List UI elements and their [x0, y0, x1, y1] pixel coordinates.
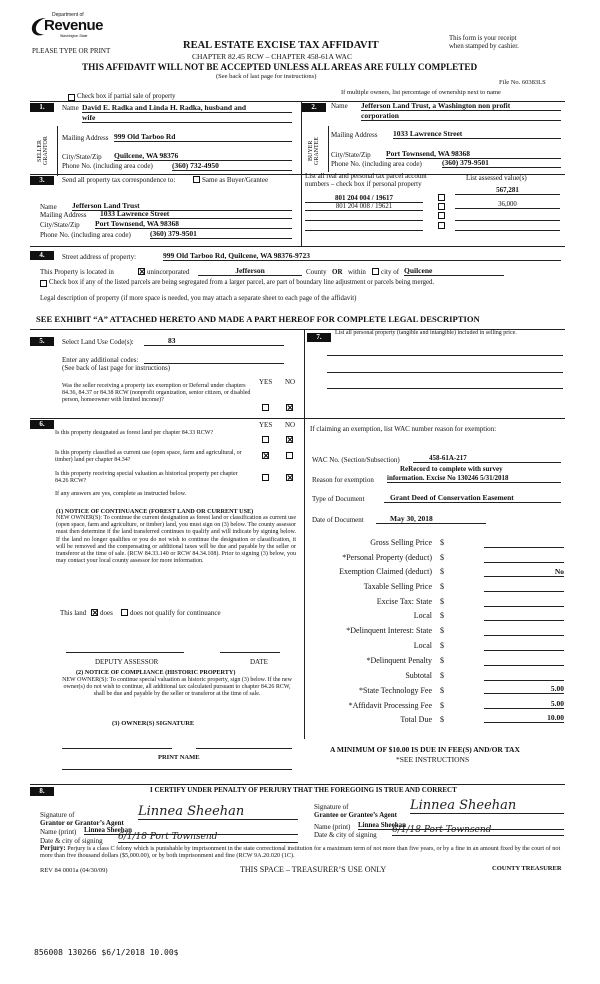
deputy-assessor-line — [66, 652, 184, 653]
same-as-buyer-label: Same as Buyer/Grantee — [202, 176, 269, 184]
perjury-notice — [40, 845, 568, 859]
section5-no-header: NO — [285, 378, 296, 386]
fee-dollar: $ — [440, 567, 444, 576]
personal-property-line — [327, 372, 563, 373]
section-5-tab: 5. — [30, 337, 54, 346]
city-of-label: city of — [381, 268, 400, 276]
land-use-code[interactable]: 83 — [144, 336, 284, 346]
unincorporated-checkbox[interactable] — [138, 268, 145, 275]
section-6-top-border — [30, 418, 304, 419]
perjury-text: Perjury is a class C felony which is punishable by imprisonment in the state correctional institution for a maximum term of not more than five years, or by a fine in an amount fixed by the court of not more than five thousand dollars ($5,000.00), or by both imprisonment and fine (RCW 9A.20.020 (1C). — [40, 845, 561, 860]
parcel-number[interactable]: 801 204 008 / 19621 — [305, 203, 423, 211]
forest-no-checkbox[interactable] — [286, 436, 293, 443]
dor-logo — [30, 12, 104, 44]
segregated-label: Check box if any of the listed parcels are being segregated from a larger parcel, are part of boundary line adjustment or parcels being merged. — [49, 279, 435, 286]
current-use-yes-checkbox[interactable] — [262, 452, 269, 459]
parcel-personal-checkbox[interactable] — [438, 222, 445, 229]
section3-phone[interactable]: (360) 379-9501 — [150, 229, 292, 239]
completion-warning: THIS AFFIDAVIT WILL NOT BE ACCEPTED UNLESS ALL AREAS ARE FULLY COMPLETED — [82, 62, 478, 72]
recording-stamp: 856008 130266 $6/1/2018 10.00$ — [34, 948, 179, 957]
city-name[interactable]: Quilcene — [404, 266, 504, 276]
fee-value[interactable] — [484, 582, 564, 592]
or-label: OR — [332, 268, 343, 276]
buyer-name-label: Name — [331, 102, 348, 110]
county-name[interactable]: Jefferson — [198, 266, 302, 276]
receipt-note-1: This form is your receipt — [449, 35, 517, 42]
parcel-personal-checkbox[interactable] — [438, 194, 445, 201]
document-date[interactable]: May 30, 2018 — [376, 514, 486, 524]
grantee-agent-label: Grantee or Grantee’s Agent — [314, 811, 398, 819]
parcel-personal-checkbox[interactable] — [438, 212, 445, 219]
buyer-city[interactable]: Port Townsend, WA 98368 — [386, 149, 561, 159]
fee-value[interactable] — [484, 641, 564, 651]
section-4-top-border — [30, 246, 565, 247]
this-land-label: This land — [60, 609, 87, 617]
county-label: County — [306, 268, 327, 276]
forest-land-question: Is this property designated as forest land per chapter 84.33 RCW? — [55, 430, 214, 436]
fee-dollar: $ — [440, 611, 444, 620]
seller-name-line1[interactable]: David E. Radka and Linda H. Radka, husband and — [82, 103, 292, 113]
fee-dollar: $ — [440, 671, 444, 680]
section-8-top-border — [30, 784, 565, 785]
assessed-header: List assessed value(s) — [466, 174, 527, 182]
grantor-signature[interactable]: Linnea Sheehan — [138, 804, 298, 820]
seller-address-label: Mailing Address — [62, 134, 109, 142]
owner-signature-label: (3) OWNER(S) SIGNATURE — [112, 720, 195, 727]
historical-yes-checkbox[interactable] — [262, 474, 269, 481]
section-4-tab: 4. — [30, 251, 54, 260]
parcel-header-2: numbers – check box if personal property — [305, 180, 422, 188]
fee-label: *Personal Property (deduct) — [342, 553, 432, 562]
grantee-date-city[interactable]: 6/1/18 Port Townsend — [392, 825, 564, 836]
notice-compliance-text: NEW OWNER(S): To continue special valuation as historic property, sign (3) below. If the new owner(s) do not wish to continue, all additional tax calculated pursuant to chapter 84.26 RCW, shall be due and payable by the seller or transferor at the time of sale. — [62, 677, 292, 698]
fee-label: *Affidavit Processing Fee — [348, 701, 432, 710]
section3-city-label: City/State/Zip — [40, 221, 80, 229]
buyer-phone[interactable]: (360) 379-9501 — [442, 158, 561, 168]
fee-dollar: $ — [440, 656, 444, 665]
historical-no-checkbox[interactable] — [286, 474, 293, 481]
located-label: This Property is located in — [40, 268, 114, 276]
within-label: within — [348, 268, 366, 276]
partial-sale-checkbox[interactable] — [68, 94, 75, 101]
buyer-address-label: Mailing Address — [331, 131, 378, 139]
fee-dollar: $ — [440, 701, 444, 710]
land-use-label: Select Land Use Code(s): — [62, 338, 134, 346]
grantor-name[interactable]: Linnea Sheehan — [84, 826, 298, 835]
section3-city[interactable]: Port Townsend, WA 98368 — [95, 219, 292, 229]
grantee-date-city-label: Date & city of signing — [314, 831, 377, 839]
owner-signature-line-2 — [196, 748, 292, 749]
grantee-name-label: Name (print) — [314, 823, 351, 831]
does-not-label: does not qualify for continuance — [130, 609, 221, 617]
grantee-name[interactable]: Linnea Sheehan — [358, 821, 564, 830]
grantee-signature-label: Signature of — [314, 803, 349, 811]
does-label: does — [100, 609, 113, 617]
parcel-personal-checkbox[interactable] — [438, 203, 445, 210]
parcel-number[interactable] — [305, 212, 423, 221]
section6-no-header: NO — [285, 421, 296, 429]
section5-yes-header: YES — [259, 378, 273, 386]
send-correspondence-label: Send all property tax correspondence to: — [62, 176, 176, 184]
perjury-label: Perjury: — [40, 844, 66, 852]
fee-value[interactable] — [484, 553, 564, 563]
see-back-note: (See back of last page for instructions) — [216, 73, 317, 80]
type-or-print: PLEASE TYPE OR PRINT — [32, 47, 111, 55]
buyer-address[interactable]: 1033 Lawrence Street — [393, 129, 561, 139]
seller-exemption-no-checkbox[interactable] — [286, 404, 293, 411]
treasurer-space: THIS SPACE – TREASURER’S USE ONLY — [240, 865, 387, 874]
additional-codes-label: Enter any additional codes: — [62, 356, 139, 364]
fee-label: Subtotal — [405, 671, 432, 680]
print-name-line — [62, 769, 292, 770]
does-qualify-checkbox[interactable] — [91, 609, 98, 616]
fee-dollar: $ — [440, 686, 444, 695]
minimum-fee-note: A MINIMUM OF $10.00 IS DUE IN FEE(S) AND/OR TAX — [330, 745, 520, 754]
buyer-city-label: City/State/Zip — [331, 151, 371, 159]
fee-label: *Delinquent Penalty — [366, 656, 432, 665]
exemption-reason-line1[interactable]: ReRecord to complete with survey — [400, 465, 503, 473]
section-6-tab: 6. — [30, 420, 54, 429]
current-use-no-checkbox[interactable] — [286, 452, 293, 459]
fee-value[interactable] — [484, 626, 564, 636]
current-use-question: Is this property classified as current use (open space, farm and agricultural, or timber) land per chapter 84.34? — [55, 450, 242, 464]
multiple-owners-note: If multiple owners, list percentage of ownership next to name — [341, 89, 501, 96]
fee-label: Taxable Selling Price — [363, 582, 432, 591]
seller-city[interactable]: Quilcene, WA 98376 — [114, 151, 292, 161]
personal-property-line — [327, 388, 563, 389]
owner-signature-line — [62, 748, 172, 749]
section-1-tab: 1. — [30, 103, 54, 112]
additional-codes-field[interactable] — [144, 355, 284, 364]
print-name-label: PRINT NAME — [158, 754, 200, 761]
form-title: REAL ESTATE EXCISE TAX AFFIDAVIT — [183, 40, 379, 51]
seller-exemption-yes-checkbox[interactable] — [262, 404, 269, 411]
grantor-date-city[interactable]: 6/1/18 Port Townsend — [118, 832, 298, 843]
fee-dollar: $ — [440, 715, 444, 724]
section3-address[interactable]: 1033 Lawrence Street — [100, 209, 292, 219]
seller-address[interactable]: 999 Old Tarboo Rd — [114, 132, 292, 142]
exemption-label: If claiming an exemption, list WAC number reason for exemption: — [310, 425, 497, 433]
legal-description-label: Legal description of property (if more space is needed, you may attach a separate sheet to each page of the affidavit) — [40, 295, 357, 302]
same-as-buyer-checkbox[interactable] — [193, 176, 200, 183]
exemption-reason-label: Reason for exemption — [312, 476, 374, 484]
file-number: File No. 60383LS — [499, 79, 546, 86]
seller-name-line2[interactable]: wife — [82, 113, 292, 123]
buyer-side-label: BUYER GRANTEE — [308, 137, 320, 165]
parcel-number[interactable] — [305, 222, 423, 231]
section3-name-label: Name — [40, 203, 57, 211]
fee-label: Local — [413, 641, 432, 650]
parcel-assessed-value[interactable] — [455, 222, 560, 231]
grantor-date-city-label: Date & city of signing — [40, 837, 103, 845]
document-type-label: Type of Document — [312, 495, 365, 503]
buyer-name-line1[interactable]: Jefferson Land Trust, a Washington non profit — [361, 101, 561, 111]
see-instructions-note: *SEE INSTRUCTIONS — [396, 755, 470, 764]
fee-value[interactable] — [484, 671, 564, 681]
fee-label: *Delinquent Interest: State — [346, 626, 432, 635]
section3-name[interactable]: Jefferson Land Trust — [72, 201, 292, 211]
fee-label: Excise Tax: State — [376, 597, 432, 606]
wac-number[interactable]: 458-61A-217 — [413, 454, 561, 463]
parcel-assessed-value[interactable]: 567,281 — [455, 186, 560, 195]
document-type[interactable]: Grant Deed of Conservation Easement — [384, 493, 561, 503]
if-yes-instruction: If any answers are yes, complete as instructed below. — [55, 490, 187, 497]
section6-yes-header: YES — [259, 421, 273, 429]
street-address[interactable]: 999 Old Tarboo Rd, Quilcene, WA 98376-9723 — [163, 251, 561, 261]
personal-property-line — [327, 355, 563, 356]
fee-value[interactable]: No — [484, 567, 564, 577]
logo-line1: Department of — [52, 12, 84, 18]
fee-dollar: $ — [440, 582, 444, 591]
deputy-assessor-label: DEPUTY ASSESSOR — [95, 658, 159, 666]
fee-label: Local — [413, 611, 432, 620]
fee-dollar: $ — [440, 641, 444, 650]
seller-side-label: SELLER GRANTOR — [37, 136, 49, 166]
buyer-side-divider — [328, 126, 329, 172]
form-revision: REV 84 0001a (04/30/09) — [40, 867, 108, 874]
grantor-name-label: Name (print) — [40, 828, 77, 836]
fee-value[interactable] — [484, 656, 564, 666]
fee-dollar: $ — [440, 538, 444, 547]
parcel-header-1: List all real and personal tax parcel account — [305, 172, 427, 180]
partial-sale-label: Check box if partial sale of property — [77, 93, 176, 100]
form-chapter: CHAPTER 82.45 RCW – CHAPTER 458-61A WAC — [192, 52, 352, 61]
certify-statement: I CERTIFY UNDER PENALTY OF PERJURY THAT THE FOREGOING IS TRUE AND CORRECT — [150, 786, 457, 794]
seller-phone[interactable]: (360) 732-4950 — [172, 161, 292, 171]
section3-phone-label: Phone No. (including area code) — [40, 231, 131, 239]
section-3-tab: 3. — [30, 176, 54, 185]
county-treasurer: COUNTY TREASURER — [492, 865, 562, 872]
parcel-assessed-value[interactable]: 36,000 — [455, 201, 560, 209]
seller-city-label: City/State/Zip — [62, 153, 102, 161]
seller-name-label: Name — [62, 104, 79, 112]
notice-compliance-title: (2) NOTICE OF COMPLIANCE (HISTORIC PROPERTY) — [76, 669, 236, 676]
assessor-date-label: DATE — [250, 658, 268, 666]
notice-continuance-title: (1) NOTICE OF CONTINUANCE (FOREST LAND OR CURRENT USE) — [56, 508, 254, 515]
historical-question: Is this property receiving special valuation as historical property per chapter 84.26 RCW? — [55, 471, 238, 485]
fee-dollar: $ — [440, 597, 444, 606]
notice-continuance-text: NEW OWNER(S): To continue the current designation as forest land or classification as current use (open space, farm and agriculture, or timber) land, you must sign on (3) below. The county assessor must then determine if the land transferred continues to qualify and will indicate by signing below. If the land no longer qualifies or you do not wish to continue the designation or classification, it will be removed and the compensating or additional taxes will be due and payable by the seller or transferor at the time of sale. (RCW 84.33.140 or RCW 84.34.108). Prior to signing (3) below, you may contact your local county assessor for more information. — [56, 515, 296, 565]
fee-value[interactable] — [484, 538, 564, 548]
seller-side-divider — [57, 126, 58, 176]
seller-phone-label: Phone No. (including area code) — [62, 162, 153, 170]
parcel-number[interactable]: 801 204 004 / 19617 — [305, 194, 423, 203]
logo-main: Revenue — [44, 17, 104, 34]
fee-dollar: $ — [440, 553, 444, 562]
grantee-signature[interactable]: Linnea Sheehan — [410, 798, 564, 814]
city-checkbox[interactable] — [372, 268, 379, 275]
grantor-agent-label: Grantor or Grantor’s Agent — [40, 819, 124, 827]
fee-label: *State Technology Fee — [358, 686, 432, 695]
logo-sub: Washington State — [60, 34, 88, 38]
section3-address-label: Mailing Address — [40, 211, 87, 219]
exemption-top-border — [304, 418, 565, 419]
section-2-tab: 2. — [302, 103, 326, 112]
fee-value[interactable]: 5.00 — [484, 699, 564, 709]
personal-property-label: List all personal property (tangible and intangible) included in selling price. — [335, 330, 517, 336]
fee-label: Gross Selling Price — [370, 538, 432, 547]
seller-exemption-question: Was the seller receiving a property tax exemption or Deferral under chapters 84.36, 84.37 or 84.38 RCW (nonprofit organization, senior citizen, or disabled person, homeowner with limited income)? — [62, 383, 251, 404]
fee-value[interactable] — [484, 597, 564, 607]
parcel-assessed-value[interactable] — [455, 212, 560, 221]
fee-dollar: $ — [440, 626, 444, 635]
document-date-label: Date of Document — [312, 516, 364, 524]
buyer-name-line2[interactable]: corporation — [361, 111, 561, 121]
fee-value[interactable]: 5.00 — [484, 684, 564, 694]
forest-yes-checkbox[interactable] — [262, 436, 269, 443]
grantor-signature-label: Signature of — [40, 811, 75, 819]
see-exhibit-a: SEE EXHIBIT “A” ATTACHED HERETO AND MADE A PART HEREOF FOR COMPLETE LEGAL DESCRIPTION — [36, 314, 480, 324]
buyer-phone-label: Phone No. (including area code) — [331, 160, 422, 168]
section-7-tab: 7. — [307, 333, 331, 342]
segregated-checkbox[interactable] — [40, 280, 47, 287]
section-8-tab: 8. — [30, 787, 54, 796]
fee-value[interactable]: 10.00 — [484, 713, 564, 723]
street-label: Street address of property: — [62, 253, 137, 261]
does-not-qualify-checkbox[interactable] — [121, 609, 128, 616]
wac-label: WAC No. (Section/Subsection) — [312, 456, 400, 464]
exemption-reason-line2[interactable]: information. Excise No 130246 5/31/2018 — [387, 474, 561, 483]
additional-codes-note: (See back of last page for instructions) — [62, 364, 171, 372]
fee-label: Exemption Claimed (deduct) — [339, 567, 432, 576]
assessor-date-line — [220, 652, 280, 653]
fee-label: Total Due — [400, 715, 432, 724]
fee-value[interactable] — [484, 611, 564, 621]
unincorporated-label: unincorporated — [147, 268, 190, 276]
receipt-note-2: when stamped by cashier. — [449, 43, 519, 50]
